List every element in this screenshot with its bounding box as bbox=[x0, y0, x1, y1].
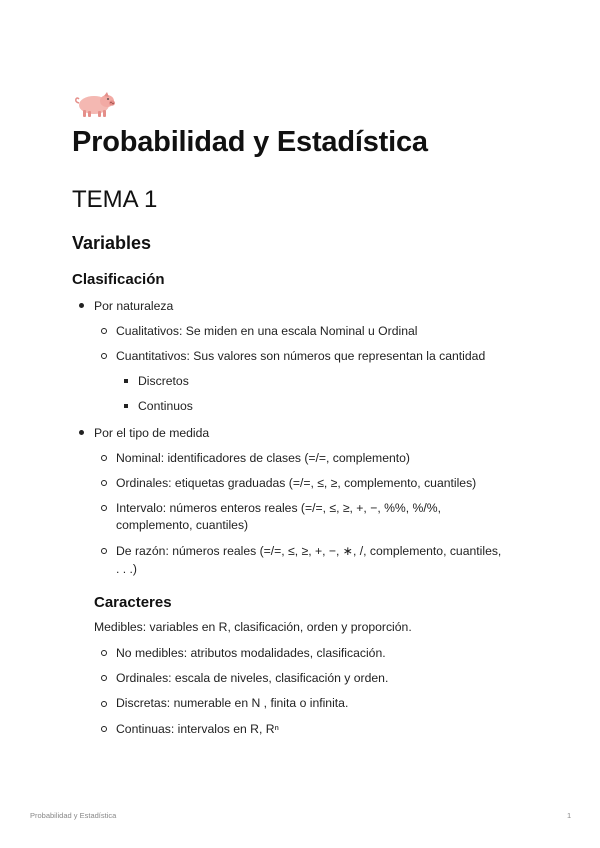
circle-bullet-icon bbox=[101, 353, 107, 359]
list-item-continuation: complemento, cuantiles) bbox=[116, 518, 249, 532]
pig-icon bbox=[72, 88, 116, 125]
circle-bullet-icon bbox=[101, 548, 107, 554]
list-item-continuation: . . .) bbox=[116, 562, 137, 576]
caracteres-heading: Caracteres bbox=[94, 594, 172, 611]
disc-bullet-icon bbox=[79, 430, 84, 435]
list-item: Ordinales: escala de niveles, clasificación y orden. bbox=[116, 671, 389, 685]
square-bullet-icon bbox=[124, 379, 128, 383]
circle-bullet-icon bbox=[101, 455, 107, 461]
list-item: Por el tipo de medida bbox=[94, 426, 210, 440]
square-bullet-icon bbox=[124, 404, 128, 408]
clasificacion-heading: Clasificación bbox=[72, 271, 165, 288]
list-item: Discretas: numerable en N , finita o infinita. bbox=[116, 696, 349, 710]
circle-bullet-icon bbox=[101, 328, 107, 334]
pig-icon-graphic bbox=[72, 88, 116, 120]
list-item: Cuantitativos: Sus valores son números que representan la cantidad bbox=[116, 349, 486, 363]
list-item: Intervalo: números enteros reales (=/=, ≤, ≥, +, −, %%, %/%, bbox=[116, 501, 441, 515]
circle-bullet-icon bbox=[101, 701, 107, 707]
footer-title: Probabilidad y Estadística bbox=[30, 811, 117, 820]
subsection-heading: Variables bbox=[72, 233, 152, 253]
circle-bullet-icon bbox=[101, 480, 107, 486]
circle-bullet-icon bbox=[101, 726, 107, 732]
circle-bullet-icon bbox=[101, 505, 107, 511]
circle-bullet-icon bbox=[101, 675, 107, 681]
list-item: Cualitativos: Se miden en una escala Nominal u Ordinal bbox=[116, 324, 418, 338]
caracteres-intro: Medibles: variables en R, clasificación, orden y proporción. bbox=[94, 620, 412, 634]
page-number: 1 bbox=[567, 811, 572, 820]
page-title: Probabilidad y Estadística bbox=[72, 126, 428, 158]
list-item: De razón: números reales (=/=, ≤, ≥, +, −, ∗, /, complemento, cuantiles, bbox=[116, 544, 502, 558]
list-item: Ordinales: etiquetas graduadas (=/=, ≤, ≥, complemento, cuantiles) bbox=[116, 476, 477, 490]
circle-bullet-icon bbox=[101, 650, 107, 656]
list-item: No medibles: atributos modalidades, clasificación. bbox=[116, 646, 386, 660]
list-item: Discretos bbox=[138, 374, 189, 388]
section-heading: TEMA 1 bbox=[72, 186, 158, 213]
list-item: Nominal: identificadores de clases (=/=, complemento) bbox=[116, 451, 410, 465]
list-item: Continuas: intervalos en R, Rⁿ bbox=[116, 722, 279, 736]
disc-bullet-icon bbox=[79, 303, 84, 308]
list-item: Por naturaleza bbox=[94, 299, 174, 313]
list-item: Continuos bbox=[138, 399, 193, 413]
